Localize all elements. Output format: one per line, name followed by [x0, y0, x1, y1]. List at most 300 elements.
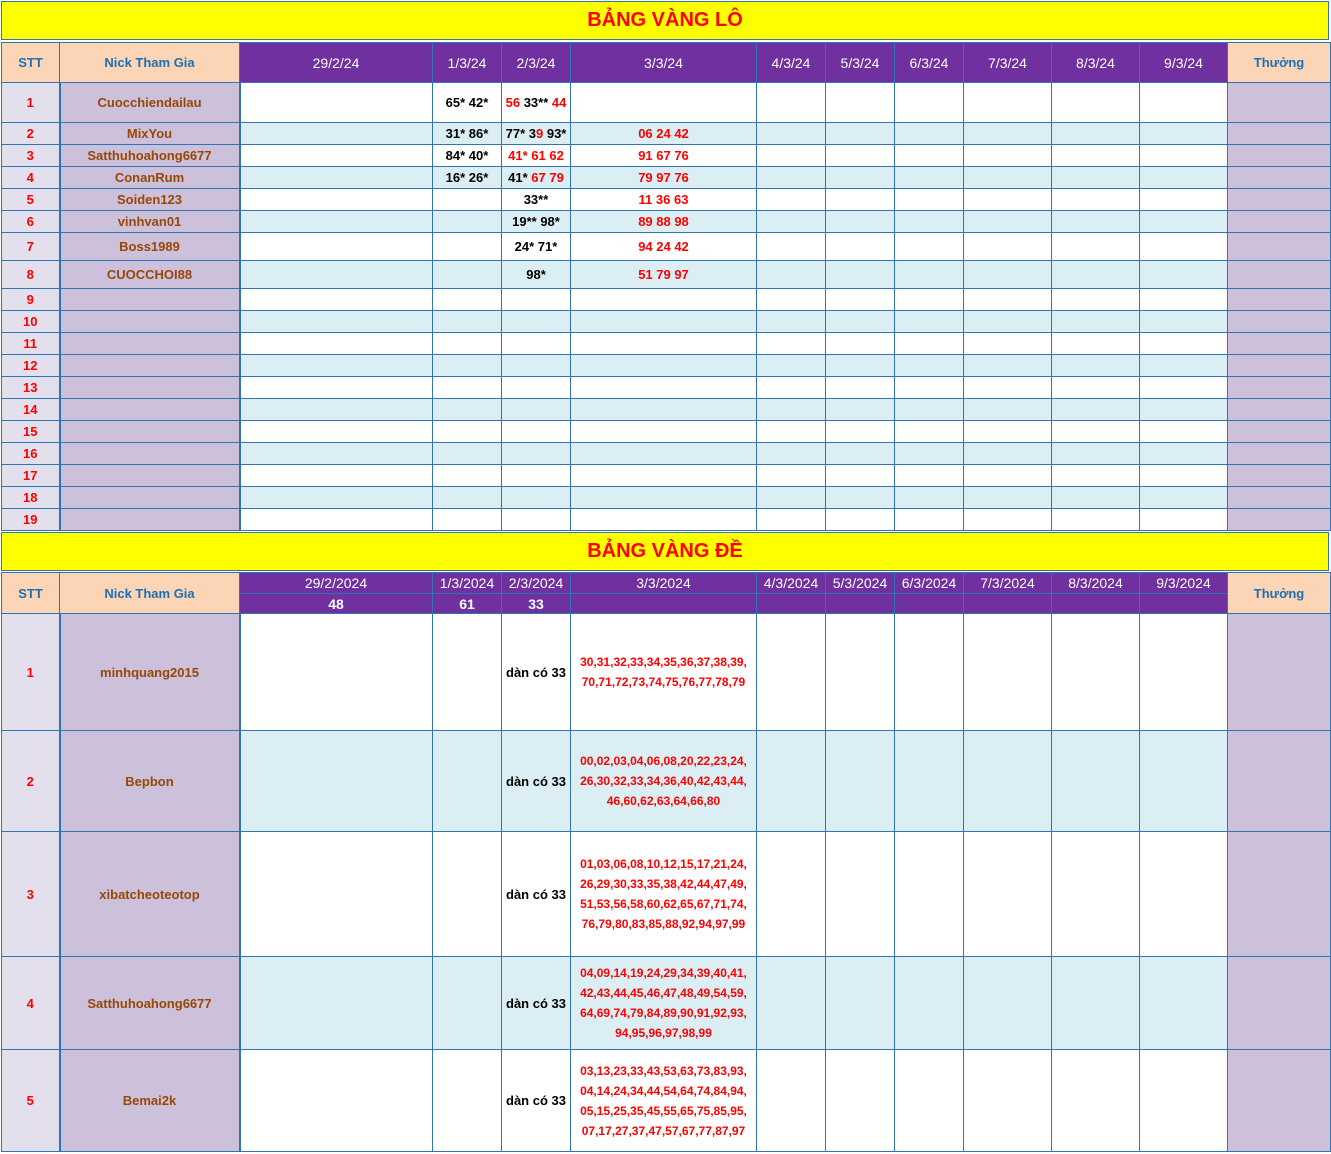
de-result	[1052, 594, 1140, 614]
lo-row-reward	[1228, 421, 1331, 443]
lo-day-cell	[502, 289, 571, 311]
lo-day-cell	[240, 167, 433, 189]
lo-pick-text: 56	[505, 95, 524, 110]
lo-pick-text: 9	[536, 126, 544, 141]
lo-day-cell	[757, 443, 826, 465]
lo-day-cell	[240, 333, 433, 355]
de-day-cell	[1052, 1050, 1140, 1152]
lo-pick-text: 24* 71*	[514, 239, 558, 254]
lo-day-cell	[757, 465, 826, 487]
lo-day-cell	[964, 487, 1052, 509]
lo-day-cell	[240, 421, 433, 443]
lo-pick-text: 77* 3	[505, 126, 536, 141]
de-number-line: 70,71,72,73,74,75,76,77,78,79	[581, 675, 746, 689]
de-day-cell	[1140, 832, 1228, 957]
lo-day-cell	[964, 377, 1052, 399]
lo-day-cell	[757, 355, 826, 377]
lo-day-cell	[1140, 289, 1228, 311]
lo-header-date: 8/3/24	[1052, 43, 1140, 83]
lo-day-cell	[571, 145, 757, 167]
lo-row	[2, 355, 1331, 377]
lo-day-cell	[1140, 509, 1228, 531]
lo-day-cell	[1052, 399, 1140, 421]
lo-pick-text: 51 79 97	[638, 267, 689, 282]
lo-pick-text: 98*	[526, 267, 546, 282]
de-day-cell	[240, 614, 433, 731]
lo-day-cell	[826, 333, 895, 355]
lo-day-cell	[433, 487, 502, 509]
lo-day-cell	[964, 443, 1052, 465]
lo-day-cell	[964, 123, 1052, 145]
lo-day-cell	[757, 377, 826, 399]
lo-row	[2, 211, 1331, 233]
de-day-cell	[1140, 1050, 1228, 1152]
lo-day-cell	[1140, 233, 1228, 261]
lo-day-cell	[240, 83, 433, 123]
lo-day-cell	[895, 443, 964, 465]
de-row-nick: Bemai2k	[60, 1050, 240, 1152]
lo-day-cell	[502, 311, 571, 333]
lo-day-cell	[757, 233, 826, 261]
lo-day-cell	[571, 83, 757, 123]
lo-day-cell	[240, 145, 433, 167]
lo-row-stt: 7	[2, 233, 60, 261]
de-day-cell	[1140, 614, 1228, 731]
lo-day-cell	[1140, 123, 1228, 145]
de-day-cell	[826, 1050, 895, 1152]
lo-header-date: 7/3/24	[964, 43, 1052, 83]
lo-day-cell	[433, 211, 502, 233]
de-number-list	[571, 731, 757, 832]
de-header-date: 9/3/2024	[1140, 573, 1228, 594]
lo-day-cell	[826, 233, 895, 261]
lo-pick-text: 93*	[543, 126, 567, 141]
de-row-nick: xibatcheoteotop	[60, 832, 240, 957]
lo-row-nick	[60, 487, 240, 509]
lo-row-reward	[1228, 465, 1331, 487]
de-day-cell	[964, 832, 1052, 957]
de-day-cell	[240, 731, 433, 832]
lo-day-cell	[964, 509, 1052, 531]
de-day-cell	[433, 832, 502, 957]
de-number-list	[571, 832, 757, 957]
lo-day-cell	[240, 509, 433, 531]
lo-row	[2, 311, 1331, 333]
lo-day-cell	[895, 333, 964, 355]
de-day-cell	[964, 1050, 1052, 1152]
lo-header-date: 29/2/24	[240, 43, 433, 83]
lo-day-cell	[964, 465, 1052, 487]
lo-day-cell	[826, 311, 895, 333]
de-row	[2, 731, 1331, 832]
lo-day-cell	[1140, 487, 1228, 509]
lo-day-cell	[571, 189, 757, 211]
de-number-list	[571, 1050, 757, 1152]
lo-row-nick	[60, 421, 240, 443]
de-number-line: 05,15,25,35,45,55,65,75,85,95,	[580, 1103, 747, 1118]
lo-day-cell	[571, 311, 757, 333]
lo-day-cell	[895, 377, 964, 399]
de-number-line: 42,43,44,45,46,47,48,49,54,59,	[580, 986, 747, 1000]
de-day-cell	[433, 614, 502, 731]
de-dan-label: dàn có 33	[502, 1050, 571, 1152]
lo-row-reward	[1228, 487, 1331, 509]
lo-day-cell	[433, 509, 502, 531]
lo-day-cell	[1140, 83, 1228, 123]
lo-day-cell	[571, 261, 757, 289]
lo-day-cell	[895, 167, 964, 189]
de-number-line: 64,69,74,79,84,89,90,91,92,93,	[580, 1006, 747, 1020]
de-day-cell	[240, 1050, 433, 1152]
de-title: BẢNG VÀNG ĐỀ	[1, 532, 1329, 571]
lo-day-cell	[571, 443, 757, 465]
lo-day-cell	[826, 465, 895, 487]
lo-row-stt: 12	[2, 355, 60, 377]
de-day-cell	[826, 832, 895, 957]
lo-day-cell	[240, 355, 433, 377]
lo-header-date: 4/3/24	[757, 43, 826, 83]
lo-header-date: 9/3/24	[1140, 43, 1228, 83]
de-result	[895, 594, 964, 614]
lo-day-cell	[240, 377, 433, 399]
de-number-line: 30,31,32,33,34,35,36,37,38,39,	[580, 655, 747, 669]
de-header-date: 2/3/2024	[502, 573, 571, 594]
de-header-reward: Thưởng	[1228, 573, 1331, 614]
lo-row-nick	[60, 289, 240, 311]
lo-day-cell	[433, 145, 502, 167]
lo-day-cell	[1052, 145, 1140, 167]
lo-day-cell	[1140, 465, 1228, 487]
lo-day-cell	[571, 333, 757, 355]
lo-day-cell	[826, 261, 895, 289]
lo-pick-text: 33**	[523, 95, 552, 110]
lo-row	[2, 123, 1331, 145]
lo-day-cell	[895, 487, 964, 509]
lo-row-nick	[60, 399, 240, 421]
lo-day-cell	[964, 83, 1052, 123]
lo-day-cell	[240, 311, 433, 333]
lo-row-reward	[1228, 211, 1331, 233]
de-day-cell	[826, 957, 895, 1050]
lo-day-cell	[964, 355, 1052, 377]
de-day-cell	[240, 957, 433, 1050]
de-row	[2, 957, 1331, 1050]
lo-day-cell	[757, 311, 826, 333]
lo-day-cell	[1052, 123, 1140, 145]
de-number-line: 46,60,62,63,64,66,80	[606, 794, 721, 808]
lo-day-cell	[571, 509, 757, 531]
lo-day-cell	[240, 211, 433, 233]
de-row-stt: 1	[2, 614, 60, 731]
lo-day-cell	[1052, 465, 1140, 487]
lo-day-cell	[240, 399, 433, 421]
lo-day-cell	[433, 421, 502, 443]
lo-row-stt: 2	[2, 123, 60, 145]
lo-day-cell	[571, 399, 757, 421]
de-number-line: 04,14,24,34,44,54,64,74,84,94,	[580, 1083, 747, 1098]
lo-day-cell	[964, 261, 1052, 289]
de-day-cell	[895, 957, 964, 1050]
lo-row-reward	[1228, 443, 1331, 465]
lo-day-cell	[240, 465, 433, 487]
lo-day-cell	[240, 189, 433, 211]
lo-pick-text: 06 24 42	[638, 126, 689, 141]
lo-row-reward	[1228, 123, 1331, 145]
lo-row-stt: 18	[2, 487, 60, 509]
lo-day-cell	[964, 233, 1052, 261]
de-result	[1140, 594, 1228, 614]
lo-day-cell	[571, 233, 757, 261]
lo-day-cell	[502, 123, 571, 145]
de-day-cell	[240, 832, 433, 957]
lo-row-reward	[1228, 377, 1331, 399]
de-day-cell	[964, 614, 1052, 731]
lo-row-nick	[60, 509, 240, 531]
de-number-list	[571, 957, 757, 1050]
lo-day-cell	[433, 377, 502, 399]
de-header-date: 4/3/2024	[757, 573, 826, 594]
lo-day-cell	[826, 355, 895, 377]
de-day-cell	[1052, 832, 1140, 957]
lo-row	[2, 83, 1331, 123]
lo-row	[2, 509, 1331, 531]
lo-day-cell	[826, 189, 895, 211]
lo-row	[2, 233, 1331, 261]
lo-row-reward	[1228, 289, 1331, 311]
de-header-date: 7/3/2024	[964, 573, 1052, 594]
lo-row-stt: 19	[2, 509, 60, 531]
lo-row-nick: CUOCCHOI88	[60, 261, 240, 289]
lo-day-cell	[964, 333, 1052, 355]
lo-row	[2, 167, 1331, 189]
lo-day-cell	[433, 333, 502, 355]
lo-day-cell	[502, 145, 571, 167]
lo-day-cell	[571, 355, 757, 377]
lo-pick-text: 19** 98*	[512, 214, 560, 229]
lo-row	[2, 443, 1331, 465]
lo-day-cell	[433, 355, 502, 377]
de-day-cell	[757, 731, 826, 832]
de-row-stt: 5	[2, 1050, 60, 1152]
de-row	[2, 832, 1331, 957]
lo-day-cell	[571, 167, 757, 189]
lo-day-cell	[757, 333, 826, 355]
lo-day-cell	[502, 487, 571, 509]
lo-day-cell	[757, 167, 826, 189]
lo-day-cell	[433, 289, 502, 311]
lo-day-cell	[1140, 377, 1228, 399]
lo-day-cell	[1052, 211, 1140, 233]
lo-day-cell	[1052, 355, 1140, 377]
de-day-cell	[1140, 957, 1228, 1050]
lo-day-cell	[895, 289, 964, 311]
de-day-cell	[964, 731, 1052, 832]
lo-day-cell	[826, 211, 895, 233]
lo-day-cell	[1052, 167, 1140, 189]
lo-row-stt: 16	[2, 443, 60, 465]
de-day-cell	[1052, 731, 1140, 832]
de-day-cell	[895, 832, 964, 957]
lo-day-cell	[1140, 443, 1228, 465]
de-header-date: 29/2/2024	[240, 573, 433, 594]
de-header-date: 6/3/2024	[895, 573, 964, 594]
de-result	[757, 594, 826, 614]
lo-day-cell	[757, 487, 826, 509]
lo-day-cell	[895, 189, 964, 211]
lo-day-cell	[757, 289, 826, 311]
lo-day-cell	[571, 465, 757, 487]
lo-day-cell	[433, 167, 502, 189]
lo-day-cell	[571, 487, 757, 509]
lo-row-nick	[60, 377, 240, 399]
de-day-cell	[757, 832, 826, 957]
de-result: 48	[240, 594, 433, 614]
lo-day-cell	[1052, 233, 1140, 261]
lo-row	[2, 189, 1331, 211]
lo-day-cell	[757, 261, 826, 289]
de-header-stt: STT	[2, 573, 60, 614]
lo-header-date: 1/3/24	[433, 43, 502, 83]
lo-header-date: 3/3/24	[571, 43, 757, 83]
lo-header-date: 5/3/24	[826, 43, 895, 83]
de-dan-label: dàn có 33	[502, 731, 571, 832]
de-result: 61	[433, 594, 502, 614]
de-day-cell	[895, 1050, 964, 1152]
lo-row-stt: 4	[2, 167, 60, 189]
lo-day-cell	[433, 261, 502, 289]
de-row-reward	[1228, 957, 1331, 1050]
lo-pick-text: 84* 40*	[445, 148, 489, 163]
de-table	[1, 572, 1331, 1152]
de-day-cell	[757, 614, 826, 731]
de-number-line: 07,17,27,37,47,57,67,77,87,97	[581, 1123, 746, 1138]
lo-day-cell	[895, 211, 964, 233]
lo-day-cell	[826, 443, 895, 465]
lo-day-cell	[502, 377, 571, 399]
lo-day-cell	[826, 123, 895, 145]
lo-row-stt: 6	[2, 211, 60, 233]
lo-day-cell	[895, 509, 964, 531]
lo-day-cell	[433, 465, 502, 487]
lo-row-stt: 9	[2, 289, 60, 311]
lo-row-stt: 13	[2, 377, 60, 399]
lo-row	[2, 145, 1331, 167]
lo-row	[2, 421, 1331, 443]
lo-day-cell	[895, 83, 964, 123]
lo-day-cell	[502, 443, 571, 465]
lo-day-cell	[1052, 261, 1140, 289]
lo-day-cell	[433, 123, 502, 145]
de-day-cell	[826, 731, 895, 832]
de-header-date: 1/3/2024	[433, 573, 502, 594]
lo-day-cell	[757, 211, 826, 233]
de-number-line: 00,02,03,04,06,08,20,22,23,24,	[580, 754, 747, 768]
lo-row-reward	[1228, 333, 1331, 355]
lo-row-reward	[1228, 399, 1331, 421]
lo-day-cell	[895, 399, 964, 421]
de-number-line: 03,13,23,33,43,53,63,73,83,93,	[580, 1063, 747, 1078]
de-day-cell	[1140, 731, 1228, 832]
de-header-date: 3/3/2024	[571, 573, 757, 594]
lo-day-cell	[757, 421, 826, 443]
lo-day-cell	[895, 421, 964, 443]
lo-pick-text: 89 88 98	[638, 214, 689, 229]
de-day-cell	[757, 1050, 826, 1152]
lo-row	[2, 289, 1331, 311]
lo-row-stt: 17	[2, 465, 60, 487]
lo-day-cell	[1140, 145, 1228, 167]
lo-day-cell	[502, 333, 571, 355]
de-number-line: 76,79,80,83,85,88,92,94,97,99	[581, 917, 746, 931]
lo-row-nick: MixYou	[60, 123, 240, 145]
de-day-cell	[1052, 957, 1140, 1050]
lo-row	[2, 399, 1331, 421]
de-day-cell	[433, 957, 502, 1050]
de-row	[2, 1050, 1331, 1152]
lo-day-cell	[895, 311, 964, 333]
lo-pick-text: 44	[551, 95, 567, 110]
lo-row-reward	[1228, 83, 1331, 123]
lo-day-cell	[964, 311, 1052, 333]
lo-pick-text: 79 97 76	[638, 170, 689, 185]
lo-day-cell	[1140, 355, 1228, 377]
lo-day-cell	[895, 261, 964, 289]
de-result	[964, 594, 1052, 614]
lo-day-cell	[826, 509, 895, 531]
lo-day-cell	[757, 189, 826, 211]
de-dan-label: dàn có 33	[502, 614, 571, 731]
lo-row-stt: 10	[2, 311, 60, 333]
de-header-date: 5/3/2024	[826, 573, 895, 594]
lo-day-cell	[826, 145, 895, 167]
lo-day-cell	[240, 123, 433, 145]
lo-day-cell	[964, 421, 1052, 443]
lo-day-cell	[433, 83, 502, 123]
lo-day-cell	[502, 509, 571, 531]
de-row-stt: 2	[2, 731, 60, 832]
lo-day-cell	[826, 421, 895, 443]
lo-row	[2, 487, 1331, 509]
lo-day-cell	[502, 233, 571, 261]
lo-pick-text: 41* 61 62	[508, 148, 564, 163]
lo-day-cell	[502, 465, 571, 487]
lo-day-cell	[571, 377, 757, 399]
lo-day-cell	[964, 145, 1052, 167]
lo-row-nick: Soiden123	[60, 189, 240, 211]
lo-day-cell	[502, 189, 571, 211]
lo-day-cell	[240, 289, 433, 311]
lo-day-cell	[826, 83, 895, 123]
lo-row-stt: 14	[2, 399, 60, 421]
lo-day-cell	[433, 399, 502, 421]
lo-row	[2, 465, 1331, 487]
lo-day-cell	[1052, 377, 1140, 399]
lo-table	[1, 42, 1331, 531]
lo-row	[2, 333, 1331, 355]
lo-pick-text: 94 24 42	[638, 239, 689, 254]
lo-day-cell	[1140, 261, 1228, 289]
lo-day-cell	[826, 289, 895, 311]
lo-day-cell	[1140, 167, 1228, 189]
lo-day-cell	[757, 145, 826, 167]
lo-day-cell	[571, 421, 757, 443]
de-row-reward	[1228, 1050, 1331, 1152]
lo-row-nick	[60, 465, 240, 487]
de-number-list	[571, 614, 757, 731]
lo-pick-text: 16* 26*	[445, 170, 489, 185]
de-day-cell	[895, 614, 964, 731]
de-row-stt: 3	[2, 832, 60, 957]
